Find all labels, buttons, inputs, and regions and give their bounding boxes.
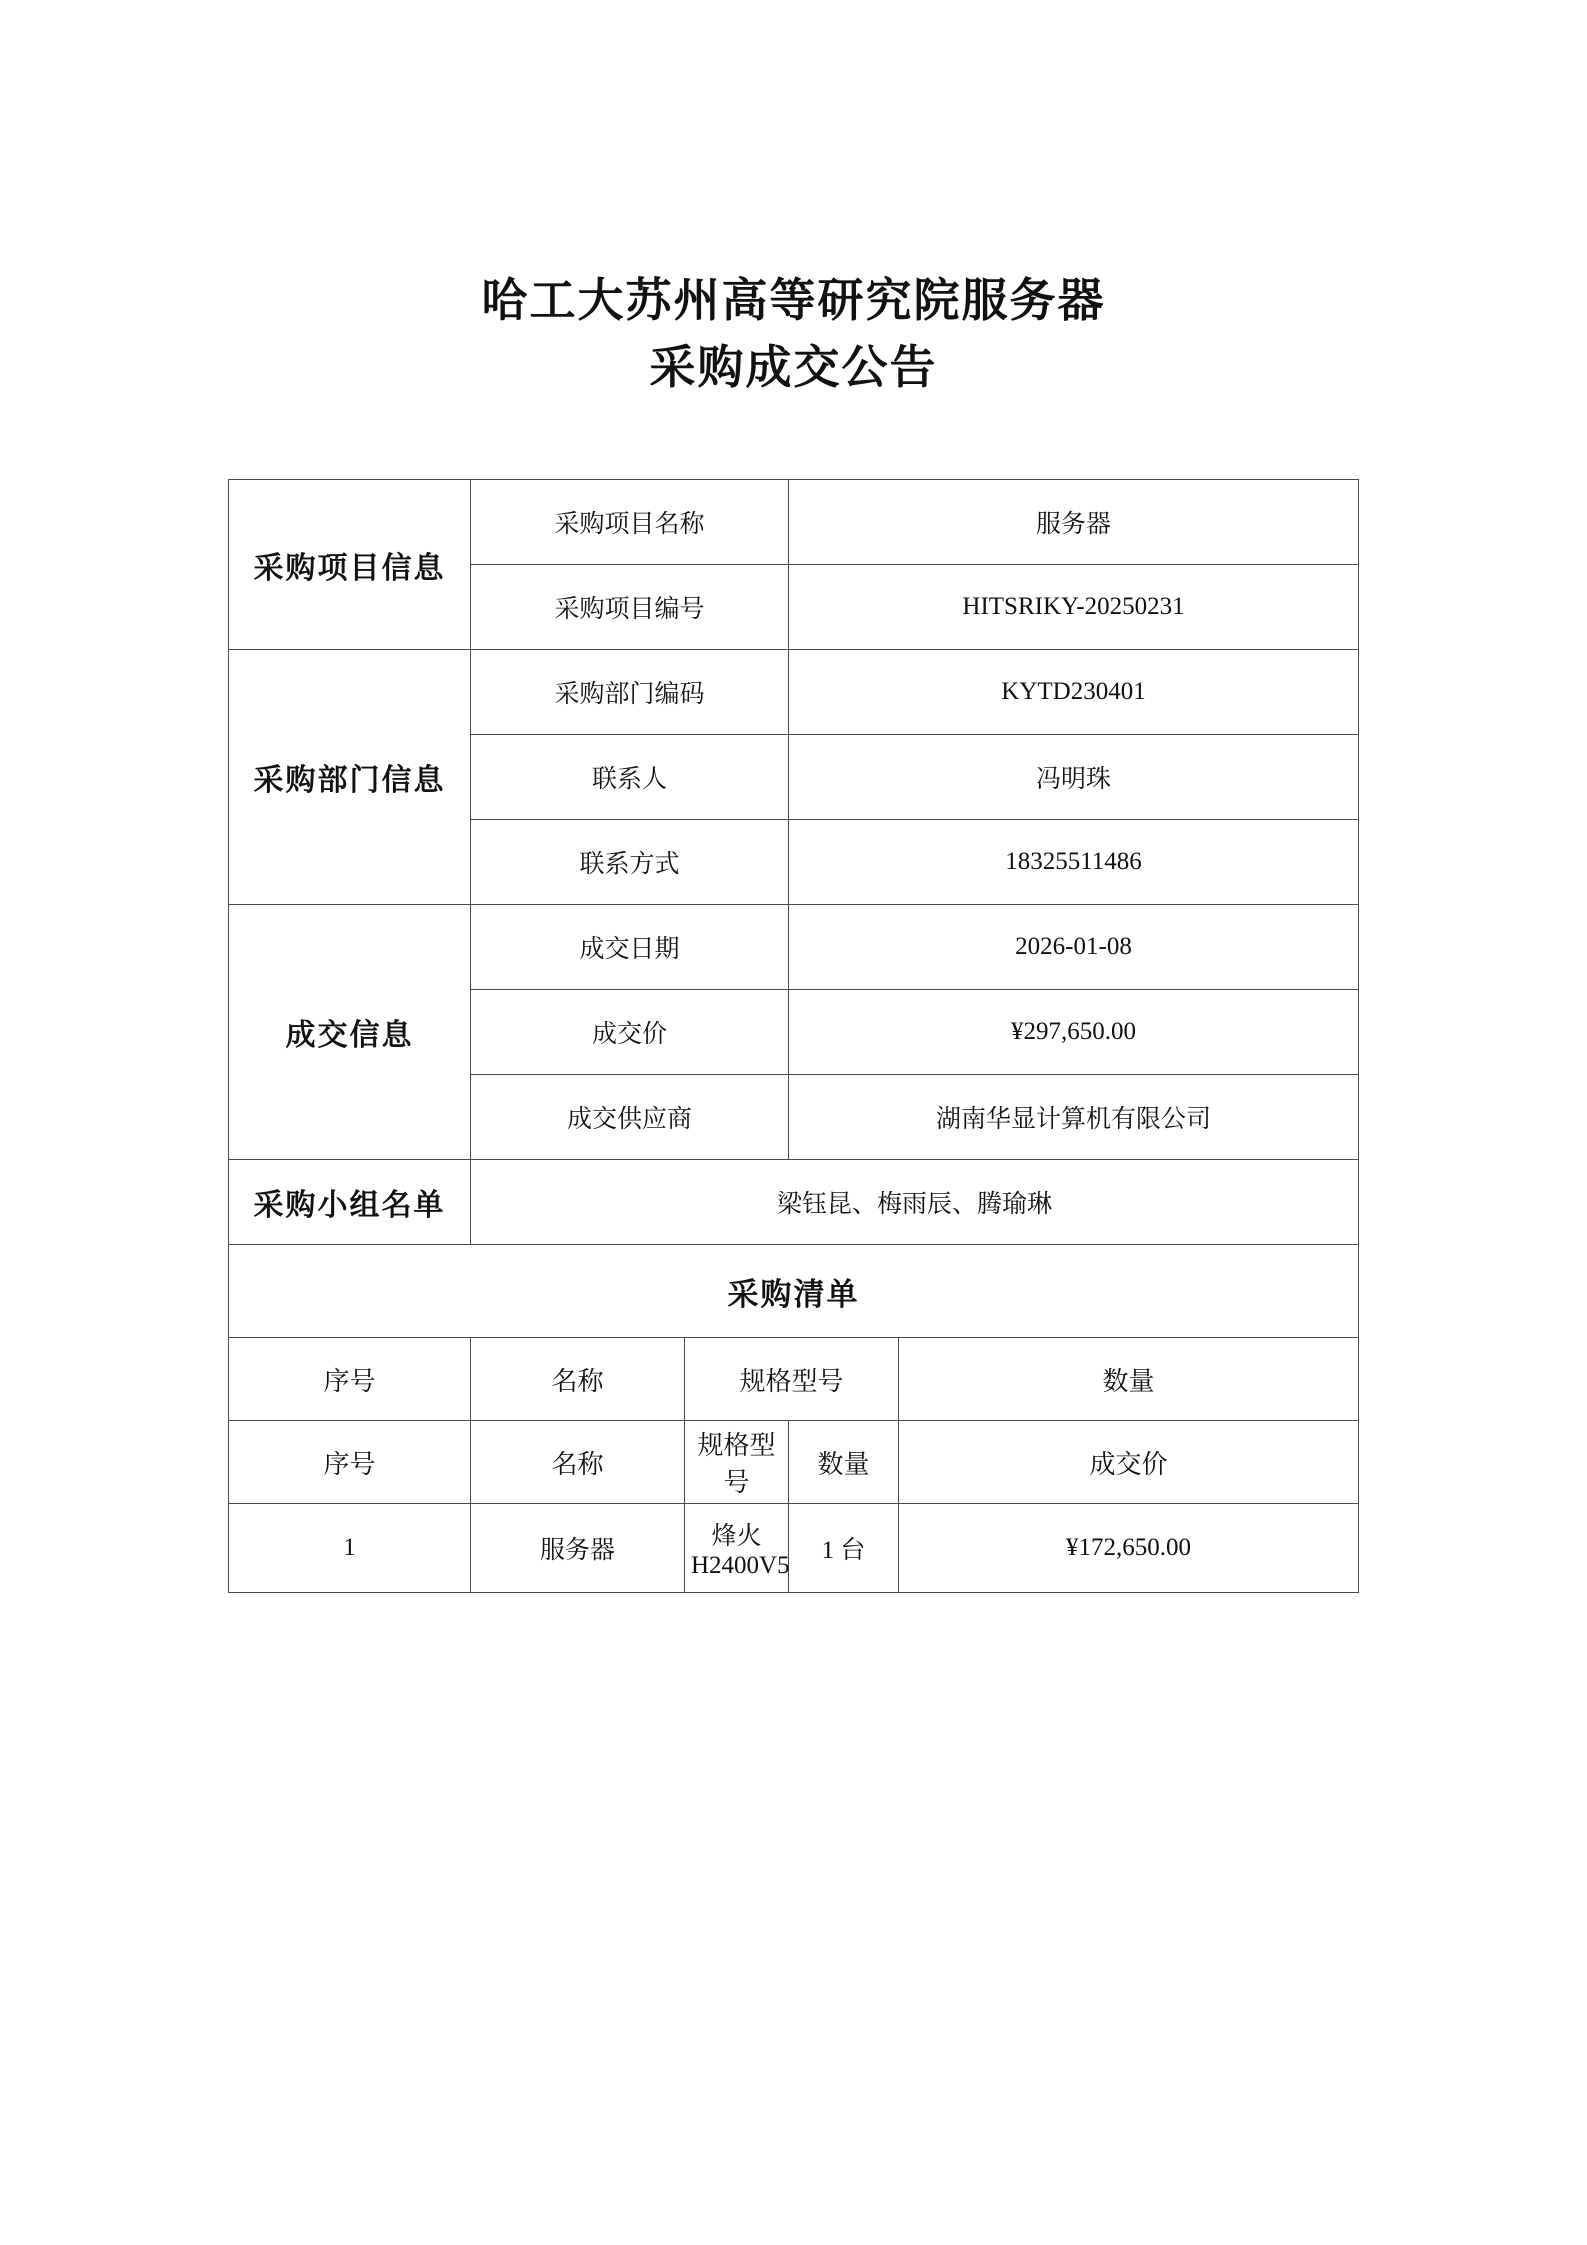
cell-name: 服务器 xyxy=(470,1504,684,1593)
col-header-name: 名称 xyxy=(470,1338,684,1421)
cell-qty: 1 台 xyxy=(789,1504,899,1593)
col-header-spec: 规格型号 xyxy=(684,1338,898,1421)
page-title xyxy=(0,0,1587,401)
table-row xyxy=(228,650,1358,735)
field-value-supplier: 湖南华显计算机有限公司 xyxy=(789,1075,1359,1160)
col-header-4: 成交价 xyxy=(899,1421,1359,1504)
field-value-dept-code: KYTD230401 xyxy=(789,650,1359,735)
field-value-deal-date: 2026-01-08 xyxy=(789,905,1359,990)
section-label-project-info: 采购项目信息 xyxy=(228,480,470,650)
announcement-table xyxy=(228,479,1359,1593)
field-value-deal-price: ¥297,650.00 xyxy=(789,990,1359,1075)
field-value-group: 梁钰昆、梅雨辰、腾瑜琳 xyxy=(470,1160,1358,1245)
table-row xyxy=(228,1504,1358,1593)
field-value-contact: 冯明珠 xyxy=(789,735,1359,820)
field-name-deal-price: 成交价 xyxy=(470,990,788,1075)
cell-no: 1 xyxy=(228,1504,470,1593)
table-row xyxy=(228,905,1358,990)
section-label-dept-info: 采购部门信息 xyxy=(228,650,470,905)
field-name-deal-date: 成交日期 xyxy=(470,905,788,990)
table-row xyxy=(228,1245,1358,1338)
page-title-line-2: 采购成交公告 xyxy=(649,341,938,393)
table-header-row xyxy=(228,1338,1358,1421)
cell-spec: 烽火 H2400V5 xyxy=(684,1504,788,1593)
field-value-project-code: HITSRIKY-20250231 xyxy=(789,565,1359,650)
field-name-project-code: 采购项目编号 xyxy=(470,565,788,650)
table-row xyxy=(228,1160,1358,1245)
col-header-qty-price: 数量 xyxy=(899,1338,1359,1421)
col-header-1: 名称 xyxy=(470,1421,684,1504)
table-row xyxy=(228,480,1358,565)
col-header-3: 数量 xyxy=(789,1421,899,1504)
page-title-line-1: 哈工大苏州高等研究院服务器 xyxy=(481,275,1106,326)
col-header-2: 规格型号 xyxy=(684,1421,788,1504)
field-name-project-name: 采购项目名称 xyxy=(470,480,788,565)
section-label-group: 采购小组名单 xyxy=(228,1160,470,1245)
field-name-dept-code: 采购部门编码 xyxy=(470,650,788,735)
cell-price: ¥172,650.00 xyxy=(899,1504,1359,1593)
table-row xyxy=(228,1421,1358,1504)
field-name-supplier: 成交供应商 xyxy=(470,1075,788,1160)
field-name-phone: 联系方式 xyxy=(470,820,788,905)
field-value-phone: 18325511486 xyxy=(789,820,1359,905)
section-label-deal-info: 成交信息 xyxy=(228,905,470,1160)
col-header-no: 序号 xyxy=(228,1338,470,1421)
field-value-project-name: 服务器 xyxy=(789,480,1359,565)
section-label-purchase-list: 采购清单 xyxy=(228,1245,1358,1338)
col-header-0: 序号 xyxy=(228,1421,470,1504)
field-name-contact: 联系人 xyxy=(470,735,788,820)
